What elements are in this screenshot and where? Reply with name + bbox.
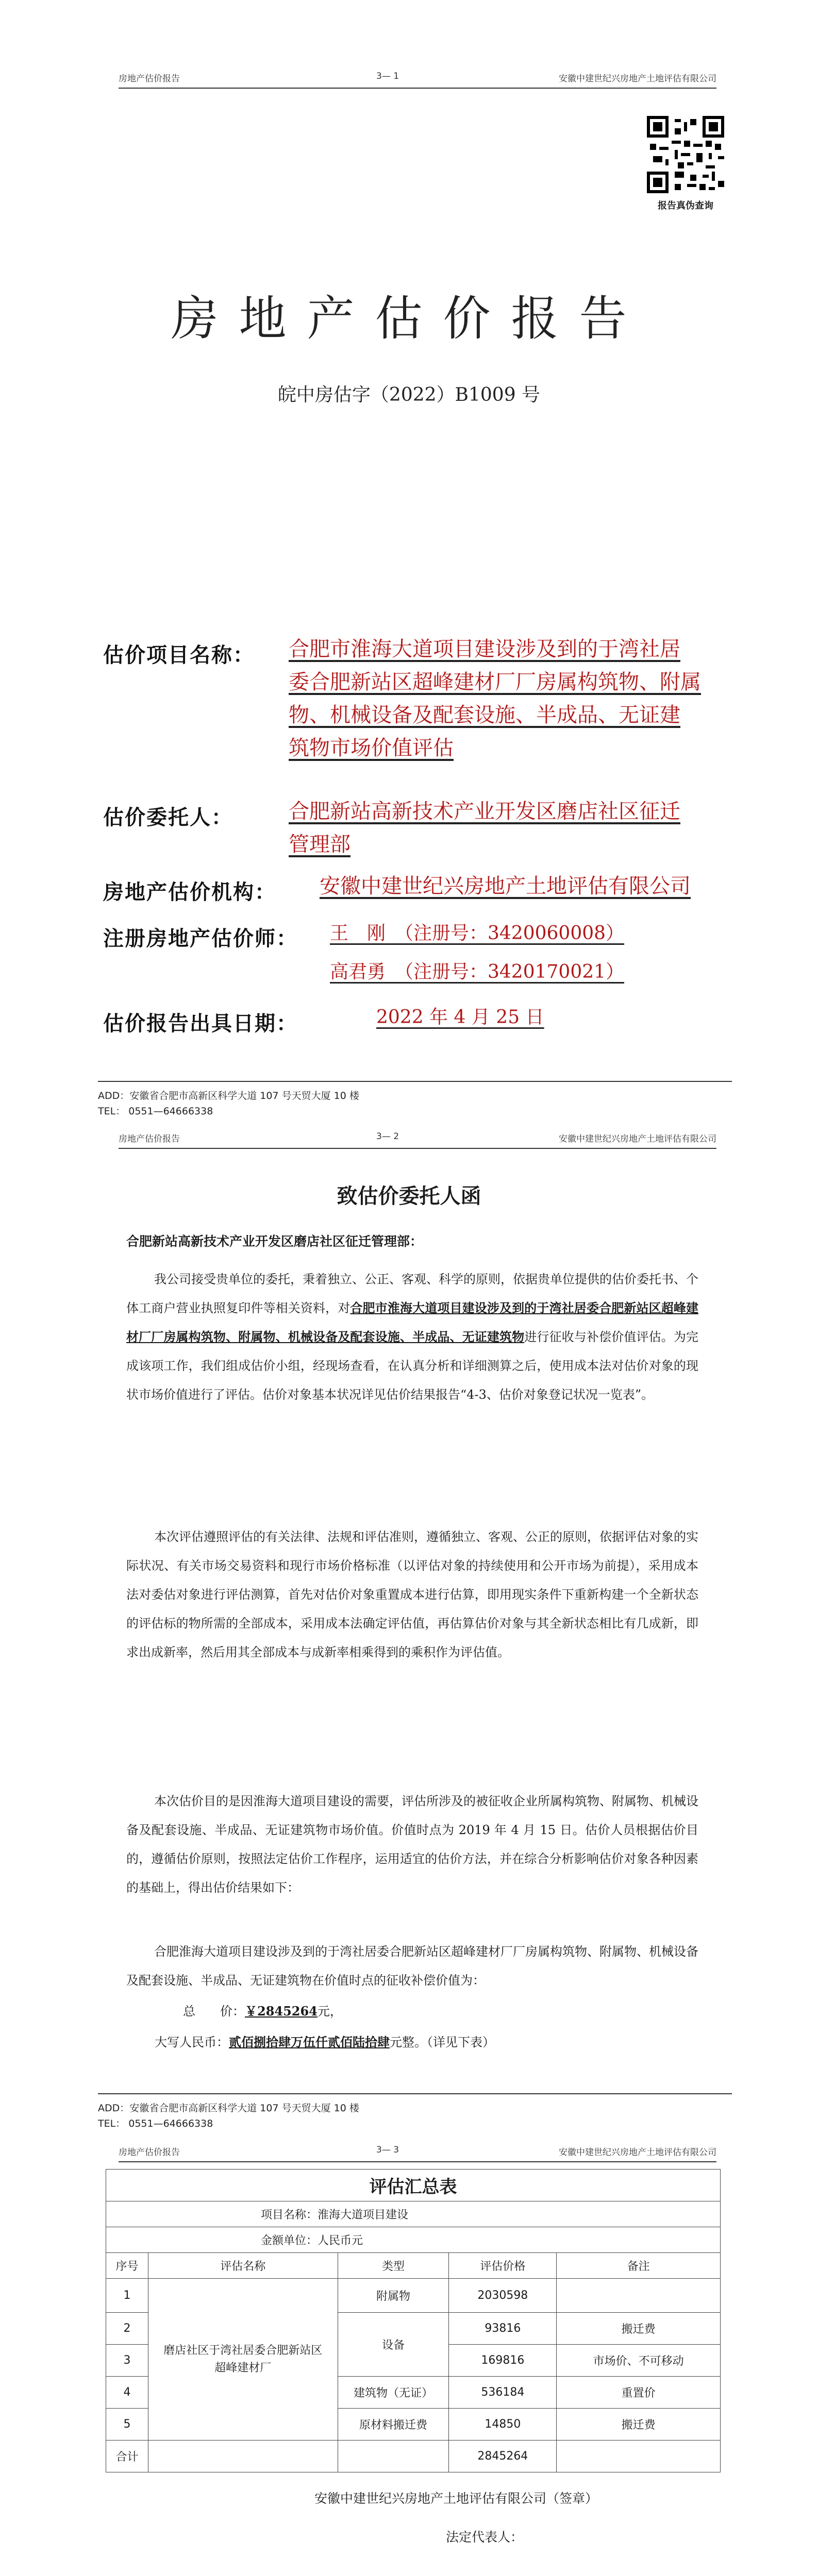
table-row: 4 建筑物（无证） 536184 重置价 [106, 2377, 721, 2409]
sign-company: 安徽中建世纪兴房地产土地评估有限公司（签章） [314, 2491, 598, 2506]
appraiser-label: 注册房地产估价师： [103, 927, 298, 951]
table-row: 3 169816 市场价、不可移动 [106, 2345, 721, 2377]
table-total-row: 合计 2845264 [106, 2441, 721, 2472]
project-name-value: 合肥市淮海大道项目建设涉及到的于湾社居 委合肥新站区超峰建材厂厂房属构筑物、附属 物、机械设备及配套设施、半成品、无证建 筑物市场价值评估 [289, 637, 701, 760]
page-footer: ADD：安徽省合肥市高新区科学大道 107 号天贸大厦 10 楼 TEL： 0551—64666338 [98, 1081, 732, 1119]
report-title: 房地产估价报告 [171, 291, 647, 346]
letter-paragraph-1: 我公司接受贵单位的委托，秉着独立、公正、客观、科学的原则，依据贵单位提供的估价委托书、个体工商户营业执照复印件等相关资料，对合肥市淮海大道项目建设涉及到的于湾社居委合肥新站区超峰建材厂厂房属构筑物、附属物、机械设备及配套设施、半成品、无证建筑物进行征收与补偿价值评估。为完成该项工作，我们组成估价小组，经现场查看，在认真分析和详细测算之后，使用成本法对估价对象的现状市场价值进行了评估。估价对象基本状况详见估价结果报告“4-3、估价对象登记状况一览表”。 [126, 1272, 699, 1402]
header-left: 房地产估价报告 [119, 74, 180, 84]
page-header: 房地产估价报告 3— 3 安徽中建世纪兴房地产土地评估有限公司 [119, 2141, 716, 2162]
total-price-value: ￥2845264 [245, 2004, 318, 2019]
letter-paragraph-3: 本次估价目的是因淮海大道项目建设的需要，评估所涉及的被征收企业所属构筑物、附属物、机械设备及配套设施、半成品、无证建筑物市场价值。价值时点为 2019 年 4 月 15 日。估价人员根据估价目的，遵循估价原则，按照法定估价工作程序，运用适宜的估价方法，并在综合分析影响估价对象各种因素的基础上，得出估价结果如下： [126, 1794, 698, 1895]
header-right: 安徽中建世纪兴房地产土地评估有限公司 [559, 74, 716, 84]
page-header [119, 67, 716, 89]
client-label: 估价委托人： [103, 806, 233, 829]
qr-caption: 报告真伪查询 [658, 200, 713, 211]
table-header: 类型 [338, 2253, 449, 2279]
agency-value: 安徽中建世纪兴房地产土地评估有限公司 [320, 874, 691, 898]
page-header: 房地产估价报告 3— 2 安徽中建世纪兴房地产土地评估有限公司 [119, 1127, 716, 1149]
appraiser-1: 王 刚 （注册号：3420060008） [330, 923, 625, 944]
letter-paragraph-4: 合肥淮海大道项目建设涉及到的于湾社居委合肥新站区超峰建材厂厂房属构筑物、附属物、机械设备及配套设施、半成品、无证建筑物在价值时点的征收补偿价值为： [126, 1944, 698, 1988]
report-number: 皖中房估字（2022）B1009 号 [277, 384, 541, 405]
page-footer: ADD：安徽省合肥市高新区科学大道 107 号天贸大厦 10 楼 TEL： 0551—64666338 [98, 2093, 732, 2131]
target-name-cell: 磨店社区于湾社居委合肥新站区超峰建材厂 [148, 2279, 338, 2441]
table-header: 序号 [106, 2253, 148, 2279]
table-header: 备注 [557, 2253, 721, 2279]
agency-label: 房地产估价机构： [103, 880, 276, 904]
summary-project: 项目名称：淮海大道项目建设 [106, 2201, 721, 2227]
letter-addressee: 合肥新站高新技术产业开发区磨店社区征迁管理部： [126, 1234, 423, 1249]
sign-representative: 法定代表人： [446, 2530, 524, 2545]
letter-title: 致估价委托人函 [337, 1184, 481, 1208]
total-uppercase-value: 贰佰捌拾肆万伍仟贰佰陆拾肆 [229, 2035, 390, 2049]
date-label: 估价报告出具日期： [103, 1012, 298, 1036]
total-uppercase-line: 大写人民币：贰佰捌拾肆万伍仟贰佰陆拾肆元整。（详见下表） [155, 2035, 495, 2049]
table-header: 评估名称 [148, 2253, 338, 2279]
client-value: 合肥新站高新技术产业开发区磨店社区征迁 管理部 [289, 800, 680, 856]
summary-title: 评估汇总表 [106, 2170, 721, 2201]
table-row: 5 原材料搬迁费 14850 搬迁费 [106, 2409, 721, 2441]
total-price-line: 总 价：￥2845264元， [183, 2004, 342, 2019]
appraiser-2: 高君勇 （注册号：3420170021） [330, 961, 625, 982]
table-row: 1 磨店社区于湾社居委合肥新站区超峰建材厂 附属物 2030598 [106, 2279, 721, 2313]
summary-unit: 金额单位：人民币元 [106, 2227, 721, 2253]
table-header: 评估价格 [449, 2253, 557, 2279]
date-value: 2022 年 4 月 25 日 [376, 1007, 544, 1028]
qr-code-icon[interactable] [647, 116, 724, 193]
project-name-label: 估价项目名称： [103, 643, 255, 667]
letter-paragraph-2: 本次评估遵照评估的有关法律、法规和评估准则，遵循独立、客观、公正的原则，依据评估对象的实际状况、有关市场交易资料和现行市场价格标准（以评估对象的持续使用和公开市场为前提），采用成本法对委估对象进行评估测算，首先对估价对象重置成本进行估算，即用现实条件下重新构建一个全新状态的评估标的物所需的全部成本，采用成本法确定评估值，再估算估价对象与其全新状态相比有几成新，即求出成新率，然后用其全部成本与成新率相乘得到的乘积作为评估值。 [126, 1530, 698, 1659]
header-page: 3— 1 [376, 71, 399, 81]
table-row: 2 设备 93816 搬迁费 [106, 2313, 721, 2345]
summary-table [106, 2169, 721, 2472]
